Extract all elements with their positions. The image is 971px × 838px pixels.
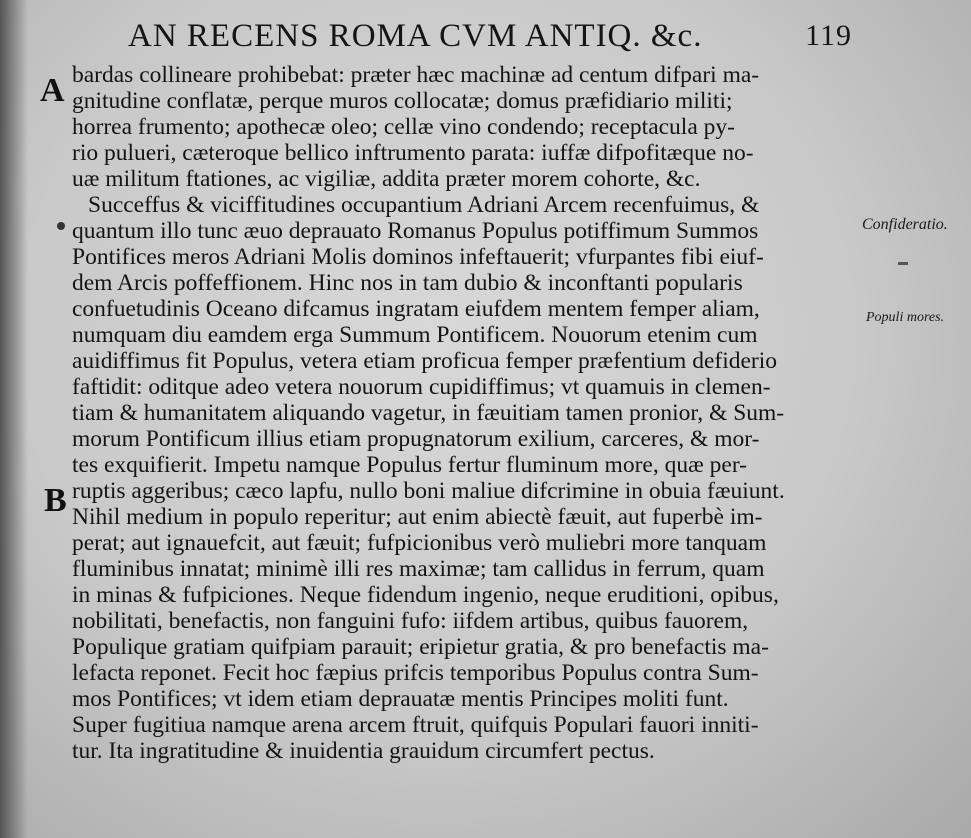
text-line: dem Arcis poffeffionem. Hinc nos in tam dubio & inconftanti popularis	[72, 270, 743, 296]
text-line: nobilitati, benefactis, non fanguini fufo: iifdem artibus, quibus fauorem,	[72, 608, 749, 634]
text-line: fluminibus innatat; minimè illi res maximæ; tam callidus in ferrum, quam	[72, 556, 765, 582]
margin-note-populi-mores: Populi mores.	[866, 310, 945, 325]
text-line: ruptis aggeribus; cæco lapfu, nullo boni maliue difcrimine in obuia fæuiunt.	[72, 478, 785, 504]
paragraph-mark-icon	[57, 222, 65, 230]
text-line: quantum illo tunc æuo deprauato Romanus Populus potiffimum Summos	[72, 218, 759, 244]
body-text	[72, 62, 862, 764]
text-line: tiam & humanitatem aliquando vagetur, in fæuitiam tamen pronior, & Sum-	[72, 400, 785, 426]
text-line: gnitudine conflatæ, perque muros collocatæ; domus præfidiario militi;	[72, 88, 733, 114]
text-line: perat; aut ignauefcit, aut fæuit; fufpicionibus verò muliebri more tanquam	[72, 530, 767, 556]
text-line: uæ militum ftationes, ac vigiliæ, addita præter morem cohorte, &c.	[72, 166, 701, 192]
text-line: tur. Ita ingratitudine & inuidentia grauidum circumfert pectus.	[72, 738, 655, 764]
text-line: bardas collineare prohibebat: præter hæc machinæ ad centum difpari ma-	[72, 62, 760, 88]
text-line: numquam diu eamdem erga Summum Pontificem. Nouorum etenim cum	[72, 322, 758, 348]
page-number: 119	[805, 19, 852, 52]
margin-dash	[898, 262, 908, 265]
text-line: Populique gratiam quifpiam parauit; eripietur gratia, & pro benefactis ma-	[72, 634, 769, 660]
running-title: AN RECENS ROMA CVM ANTIQ. &c.	[128, 18, 703, 54]
text-line: Succeffus & viciffitudines occupantium Adriani Arcem recenfuimus, &	[88, 192, 760, 218]
text-line: Super fugitiua namque arena arcem ftruit, quifquis Populari fauori inniti-	[72, 712, 759, 738]
text-line: mos Pontifices; vt idem etiam deprauatæ mentis Principes moliti funt.	[72, 686, 729, 712]
text-line: rio pulueri, cæteroque bellico inftrumento parata: iuffæ difpofitæque no-	[72, 140, 754, 166]
running-head	[128, 14, 852, 58]
text-line: Pontifices meros Adriani Molis dominos infeftauerit; vfurpantes fibi eiuf-	[72, 244, 764, 270]
text-line: in minas & fufpiciones. Neque fidendum ingenio, neque eruditioni, opibus,	[72, 582, 779, 608]
text-line: faftidit: oditque adeo vetera nouorum cupidiffimus; vt quamuis in clemen-	[72, 374, 771, 400]
text-line: auidiffimus fit Populus, vetera etiam proficua femper præfentium defiderio	[72, 348, 778, 374]
section-letter-b: B	[44, 482, 67, 519]
section-letter-a: A	[40, 72, 65, 109]
text-line: Nihil medium in populo reperitur; aut enim abiectè fæuit, aut fuperbè im-	[72, 504, 763, 530]
text-line: horrea frumento; apothecæ oleo; cellæ vino condendo; receptacula py-	[72, 114, 735, 140]
text-line: tes exquifierit. Impetu namque Populus fertur fluminum more, quæ per-	[72, 452, 748, 478]
margin-note-consideratio: Confideratio.	[862, 216, 948, 233]
text-line: confuetudinis Oceano difcamus ingratam eiufdem mentem femper aliam,	[72, 296, 760, 322]
text-line: morum Pontificum illius etiam propugnatorum exilium, carceres, & mor-	[72, 426, 760, 452]
page-gutter-shadow	[0, 0, 28, 838]
text-line: lefacta reponet. Fecit hoc fæpius prifcis temporibus Populus contra Sum-	[72, 660, 759, 686]
